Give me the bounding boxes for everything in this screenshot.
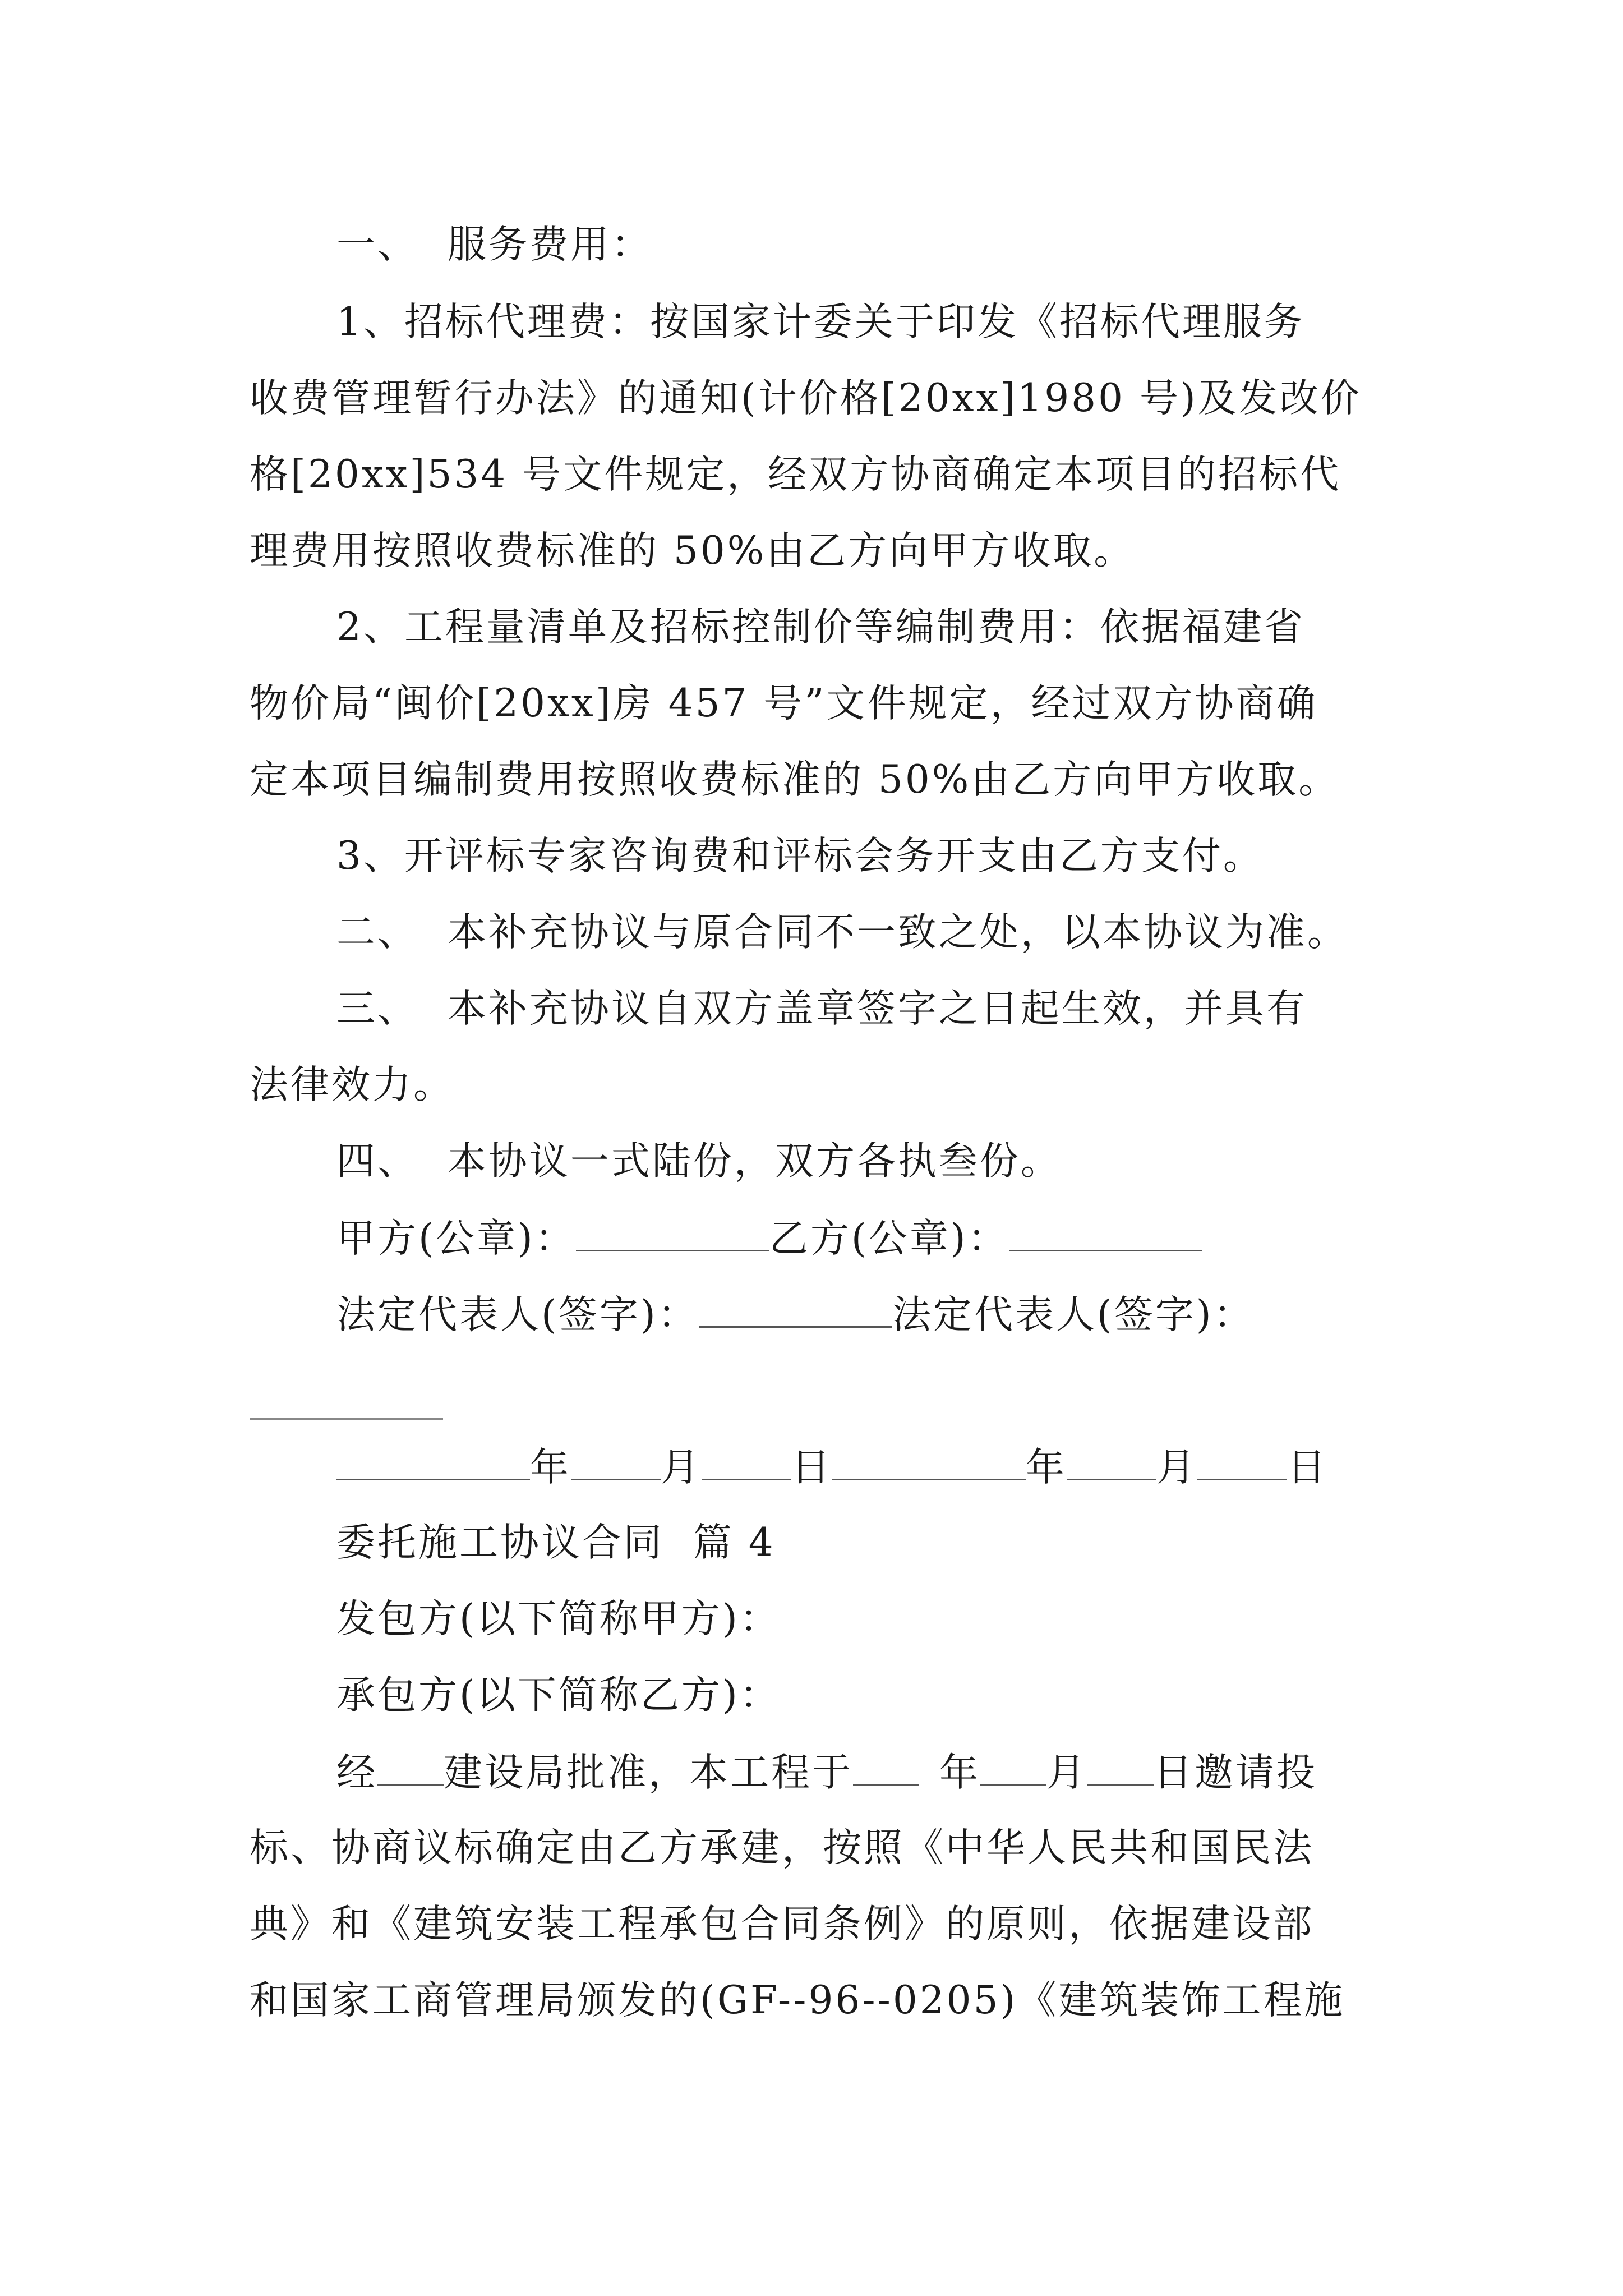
section-heading-fees: 一、 服务费用：	[336, 222, 652, 267]
paragraph-line: 格[20xx]534 号文件规定，经双方协商确定本项目的招标代	[250, 452, 1341, 497]
approval-text: 经	[336, 1750, 377, 1795]
date-line	[336, 1444, 1328, 1490]
date-month-blank	[1067, 1444, 1156, 1480]
date-year-blank	[832, 1444, 1026, 1480]
month-label: 月	[1156, 1445, 1197, 1490]
party-b-seal-label: 乙方(公章)：	[769, 1216, 1009, 1261]
year-blank	[853, 1749, 919, 1786]
paragraph-line: 3、开评标专家咨询费和评标会务开支由乙方支付。	[336, 834, 1264, 878]
party-a-line: 发包方(以下简称甲方)：	[336, 1596, 781, 1641]
clause-two: 二、 本补充协议与原合同不一致之处，以本协议为准。	[336, 910, 1348, 955]
date-year-blank	[336, 1444, 530, 1480]
paragraph-line: 1、招标代理费：按国家计委关于印发《招标代理服务	[336, 300, 1305, 344]
party-b-rep-blank	[250, 1418, 443, 1420]
year-label: 年	[939, 1750, 980, 1795]
approval-line	[336, 1749, 1317, 1795]
party-b-line: 承包方(以下简称乙方)：	[336, 1673, 781, 1718]
representative-line	[336, 1291, 1255, 1337]
party-a-seal-label: 甲方(公章)：	[336, 1216, 576, 1261]
party-b-rep-label: 法定代表人(签字)：	[892, 1292, 1255, 1337]
paragraph-line: 理费用按照收费标准的 50%由乙方向甲方收取。	[250, 528, 1135, 573]
clause-three: 三、 本补充协议自双方盖章签字之日起生效，并具有	[336, 986, 1307, 1031]
seal-line	[336, 1215, 1202, 1261]
clause-four: 四、 本协议一式陆份，双方各执叁份。	[336, 1139, 1062, 1184]
contract-title: 委托施工协议合同 篇 4	[336, 1520, 776, 1565]
paragraph-line: 物价局“闽价[20xx]房 457 号”文件规定，经过双方协商确	[250, 681, 1318, 726]
bureau-blank	[377, 1749, 444, 1786]
day-blank	[1087, 1749, 1154, 1786]
day-label: 日	[791, 1445, 832, 1490]
paragraph-line: 法律效力。	[250, 1062, 454, 1107]
date-month-blank	[571, 1444, 661, 1480]
party-b-seal-blank	[1009, 1215, 1202, 1251]
date-day-blank	[702, 1444, 791, 1480]
paragraph-line: 收费管理暂行办法》的通知(计价格[20xx]1980 号)及发改价	[250, 376, 1362, 421]
year-label: 年	[530, 1445, 571, 1490]
date-day-blank	[1197, 1444, 1287, 1480]
month-blank	[980, 1749, 1046, 1786]
paragraph-line: 定本项目编制费用按照收费标准的 50%由乙方向甲方收取。	[250, 757, 1340, 802]
approval-text: 日邀请投	[1154, 1750, 1317, 1795]
party-a-rep-blank	[699, 1291, 892, 1328]
month-label: 月	[661, 1445, 702, 1490]
party-a-rep-label: 法定代表人(签字)：	[336, 1292, 699, 1337]
year-label: 年	[1026, 1445, 1067, 1490]
paragraph-line: 典》和《建筑安装工程承包合同条例》的原则，依据建设部	[250, 1902, 1314, 1947]
paragraph-line: 标、协商议标确定由乙方承建，按照《中华人民共和国民法	[250, 1825, 1314, 1870]
paragraph-line: 和国家工商管理局颁发的(GF--96--0205)《建筑装饰工程施	[250, 1978, 1345, 2023]
day-label: 日	[1287, 1445, 1328, 1490]
paragraph-line: 2、工程量清单及招标控制价等编制费用：依据福建省	[336, 605, 1305, 650]
approval-text: 建设局批准，本工程于	[444, 1750, 853, 1795]
party-a-seal-blank	[576, 1215, 769, 1251]
month-label: 月	[1046, 1750, 1087, 1795]
